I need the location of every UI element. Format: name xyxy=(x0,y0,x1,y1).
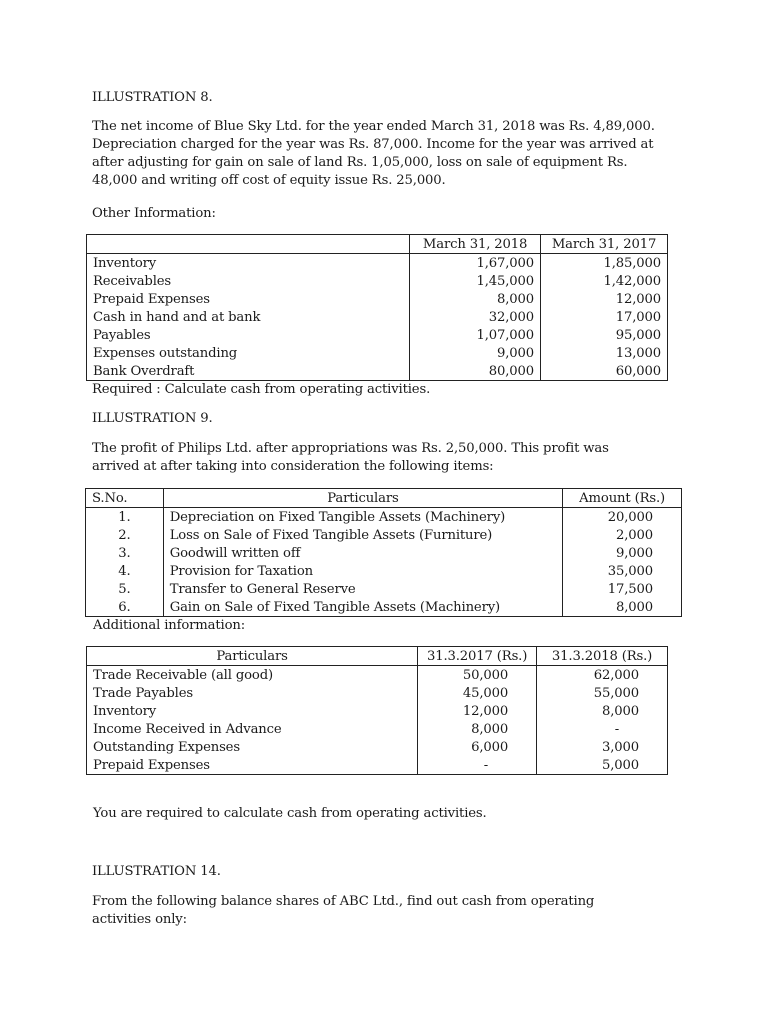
item-label: Inventory xyxy=(87,702,418,720)
particulars: Goodwill written off xyxy=(163,544,562,562)
illustration-8-paragraph xyxy=(92,118,655,190)
paragraph-line: after adjusting for gain on sale of land Rs. 1,05,000, loss on sale of equipment Rs. xyxy=(92,155,628,170)
value-2017: 1,42,000 xyxy=(603,273,661,289)
table-row xyxy=(87,254,668,273)
value-2017: 45,000 xyxy=(418,684,537,702)
additional-information-label: Additional information: xyxy=(93,618,245,633)
illustration-9-paragraph xyxy=(92,440,609,476)
value-2018: 1,07,000 xyxy=(410,326,541,344)
value-2018: 5,000 xyxy=(601,757,639,773)
item-label: Expenses outstanding xyxy=(87,344,410,362)
table-row xyxy=(87,344,668,362)
serial-number: 5. xyxy=(86,580,164,598)
value-2018: - xyxy=(614,721,619,737)
value-2018: 80,000 xyxy=(410,362,541,381)
table-row xyxy=(87,720,668,738)
other-information-label: Other Information: xyxy=(92,206,216,221)
table-row xyxy=(87,290,668,308)
value-2017: 95,000 xyxy=(615,327,661,343)
table-row xyxy=(87,272,668,290)
illustration-8-title: ILLUSTRATION 8. xyxy=(92,90,213,105)
serial-number: 2. xyxy=(86,526,164,544)
value-2018: 1,45,000 xyxy=(410,272,541,290)
value-2017: 13,000 xyxy=(615,345,661,361)
paragraph-line: From the following balance shares of ABC Ltd., find out cash from operating xyxy=(92,894,595,909)
illustration-8-table xyxy=(86,234,668,381)
value-2018: 55,000 xyxy=(593,685,639,701)
value-2018: 3,000 xyxy=(601,739,639,755)
table-row xyxy=(87,756,668,775)
header-cell: 31.3.2018 (Rs.) xyxy=(551,648,653,664)
particulars: Provision for Taxation xyxy=(163,562,562,580)
header-cell: Particulars xyxy=(87,647,418,666)
item-label: Outstanding Expenses xyxy=(87,738,418,756)
serial-number: 4. xyxy=(86,562,164,580)
paragraph-line: arrived at after taking into consideration the following items: xyxy=(92,459,494,474)
table-row xyxy=(86,598,682,617)
paragraph-line: The net income of Blue Sky Ltd. for the year ended March 31, 2018 was Rs. 4,89,000. xyxy=(92,119,655,134)
paragraph-line: activities only: xyxy=(92,912,187,927)
paragraph-line: Depreciation charged for the year was Rs. 87,000. Income for the year was arrived at xyxy=(92,137,654,152)
value-2017: - xyxy=(418,756,537,775)
value-2017: 8,000 xyxy=(418,720,537,738)
item-label: Inventory xyxy=(87,254,410,273)
header-cell: Amount (Rs.) xyxy=(579,490,665,506)
value-2018: 8,000 xyxy=(601,703,639,719)
serial-number: 1. xyxy=(86,508,164,527)
table-row xyxy=(86,580,682,598)
item-label: Receivables xyxy=(87,272,410,290)
table-row xyxy=(86,526,682,544)
particulars: Transfer to General Reserve xyxy=(163,580,562,598)
value-2018: 32,000 xyxy=(410,308,541,326)
table-header-row xyxy=(87,647,668,666)
item-label: Payables xyxy=(87,326,410,344)
header-cell: S.No. xyxy=(86,489,164,508)
illustration-14-title: ILLUSTRATION 14. xyxy=(92,864,221,879)
table-row xyxy=(87,326,668,344)
table-row xyxy=(86,544,682,562)
paragraph-line: The profit of Philips Ltd. after appropriations was Rs. 2,50,000. This profit was xyxy=(92,441,609,456)
table-row xyxy=(87,362,668,381)
value-2017: 50,000 xyxy=(418,666,537,685)
amount: 8,000 xyxy=(615,599,653,615)
item-label: Cash in hand and at bank xyxy=(87,308,410,326)
value-2018: 9,000 xyxy=(410,344,541,362)
value-2017: 17,000 xyxy=(615,309,661,325)
header-cell xyxy=(87,235,410,254)
illustration-8-required: Required : Calculate cash from operating activities. xyxy=(92,382,431,397)
header-cell: Particulars xyxy=(163,489,562,508)
amount: 9,000 xyxy=(615,545,653,561)
amount: 35,000 xyxy=(607,563,653,579)
value-2017: 6,000 xyxy=(418,738,537,756)
value-2017: 12,000 xyxy=(615,291,661,307)
particulars: Gain on Sale of Fixed Tangible Assets (Machinery) xyxy=(163,598,562,617)
item-label: Trade Receivable (all good) xyxy=(87,666,418,685)
illustration-9-additional-table xyxy=(86,646,668,775)
value-2018: 1,67,000 xyxy=(410,254,541,273)
value-2018: 8,000 xyxy=(410,290,541,308)
particulars: Depreciation on Fixed Tangible Assets (Machinery) xyxy=(163,508,562,527)
paragraph-line: 48,000 and writing off cost of equity issue Rs. 25,000. xyxy=(92,173,446,188)
amount: 17,500 xyxy=(607,581,653,597)
value-2017: 60,000 xyxy=(615,363,661,379)
item-label: Income Received in Advance xyxy=(87,720,418,738)
illustration-9-required: You are required to calculate cash from operating activities. xyxy=(93,806,487,821)
serial-number: 6. xyxy=(86,598,164,617)
particulars: Loss on Sale of Fixed Tangible Assets (Furniture) xyxy=(163,526,562,544)
value-2017: 1,85,000 xyxy=(603,255,661,271)
item-label: Bank Overdraft xyxy=(87,362,410,381)
table-header-row xyxy=(86,489,682,508)
header-cell: 31.3.2017 (Rs.) xyxy=(418,647,537,666)
amount: 2,000 xyxy=(615,527,653,543)
table-row xyxy=(87,738,668,756)
table-header-row xyxy=(87,235,668,254)
illustration-14-paragraph xyxy=(92,893,594,929)
item-label: Prepaid Expenses xyxy=(87,756,418,775)
illustration-9-title: ILLUSTRATION 9. xyxy=(92,411,213,426)
value-2017: 12,000 xyxy=(418,702,537,720)
table-row xyxy=(87,308,668,326)
table-row xyxy=(86,508,682,527)
header-cell: March 31, 2018 xyxy=(410,235,541,254)
item-label: Prepaid Expenses xyxy=(87,290,410,308)
table-row xyxy=(87,702,668,720)
header-cell: March 31, 2017 xyxy=(551,236,657,252)
table-row xyxy=(87,666,668,685)
illustration-9-items-table xyxy=(85,488,682,617)
table-row xyxy=(87,684,668,702)
table-row xyxy=(86,562,682,580)
serial-number: 3. xyxy=(86,544,164,562)
item-label: Trade Payables xyxy=(87,684,418,702)
value-2018: 62,000 xyxy=(593,667,639,683)
amount: 20,000 xyxy=(607,509,653,525)
